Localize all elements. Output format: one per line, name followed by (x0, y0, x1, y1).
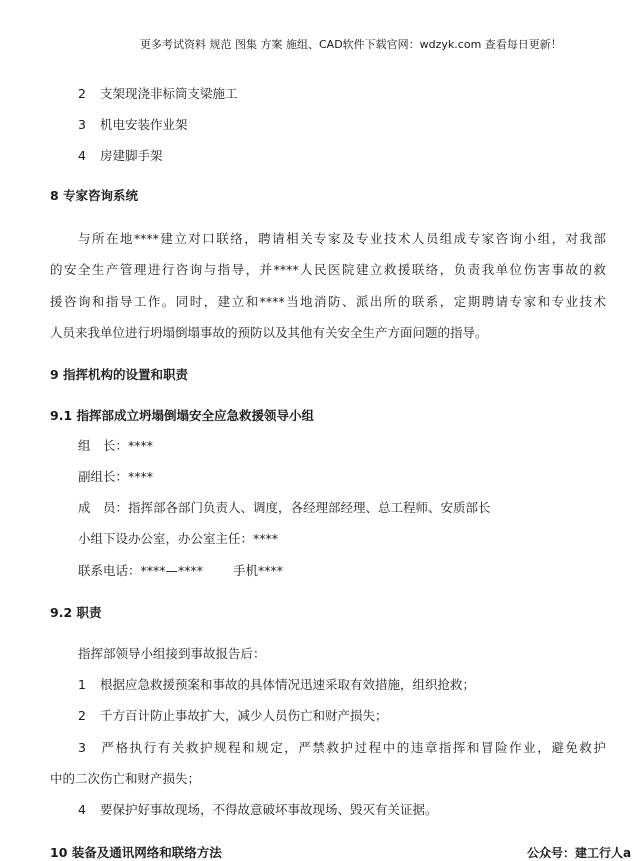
duty-item-number: 1 (78, 677, 86, 692)
list-item-text: 支架现浇非标筒支梁施工 (100, 86, 238, 101)
office-line: 小组下设办公室，办公室主任：**** (78, 531, 279, 546)
list-item-number: 2 (78, 86, 86, 101)
watermark-label: 公众号：建工行人a (527, 846, 632, 860)
section-8-para-line: 与所在地****建立对口联络，聘请相关专家及专业技术人员组成专家咨询小组，对我部 (78, 231, 606, 246)
section-9-title: 9 指挥机构的设置和职责 (50, 367, 189, 382)
duty-item-continuation: 中的二次伤亡和财产损失； (50, 771, 201, 786)
list-item (78, 148, 163, 164)
section-9-2-title: 9.2 职责 (50, 605, 102, 620)
section-10-title: 10 装备及通讯网络和联络方法 (50, 845, 222, 860)
contact-phone: 联系电话：****—**** (78, 563, 204, 578)
contact-mobile: 手机**** (233, 563, 284, 578)
duty-item-text: 要保护好事故现场，不得故意破坏事故现场、毁灭有关证据。 (100, 802, 438, 817)
leader-line: 组 长：**** (78, 438, 154, 453)
section-8-para-line: 人员来我单位进行坍塌倒塌事故的预防以及其他有关安全生产方面问题的指导。 (50, 325, 488, 340)
duty-item (78, 740, 606, 756)
list-item (78, 117, 188, 133)
deputy-leader-line: 副组长：**** (78, 469, 154, 484)
duty-item-number: 4 (78, 802, 86, 817)
duty-item-text: 千方百计防止事故扩大，减少人员伤亡和财产损失； (100, 708, 388, 723)
duty-item-text: 严格执行有关救护规程和规定，严禁救护过程中的违章指挥和冒险作业，避免救护 (100, 740, 606, 755)
list-item-number: 3 (78, 117, 86, 132)
duty-item-number: 3 (78, 740, 86, 755)
list-item-number: 4 (78, 148, 86, 163)
section-9-1-title: 9.1 指挥部成立坍塌倒塌安全应急救援领导小组 (50, 408, 314, 423)
duty-item (78, 802, 438, 818)
list-item (78, 86, 238, 102)
duty-item (78, 677, 475, 693)
page-header: 更多考试资料 规范 图集 方案 施组、CAD软件下载官网：wdzyk.com 查看每日更新！ (140, 38, 562, 51)
section-8-title: 8 专家咨询系统 (50, 188, 139, 203)
contact-line (78, 563, 283, 579)
list-item-text: 机电安装作业架 (100, 117, 188, 132)
duty-item-text: 根据应急救援预案和事故的具体情况迅速采取有效措施，组织抢救； (100, 677, 476, 692)
section-8-para-line: 的安全生产管理进行咨询与指导，并****人民医院建立救援联络，负责我单位伤害事故的救 (50, 262, 606, 277)
list-item-text: 房建脚手架 (100, 148, 163, 163)
duty-intro: 指挥部领导小组接到事故报告后： (78, 646, 266, 661)
duty-item (78, 708, 388, 724)
section-8-para-line: 援咨询和指导工作。同时，建立和****当地消防、派出所的联系，定期聘请专家和专业技术 (50, 294, 606, 309)
members-line: 成 员：指挥部各部门负责人、调度，各经理部经理、总工程师、安质部长 (78, 500, 491, 515)
duty-item-number: 2 (78, 708, 86, 723)
